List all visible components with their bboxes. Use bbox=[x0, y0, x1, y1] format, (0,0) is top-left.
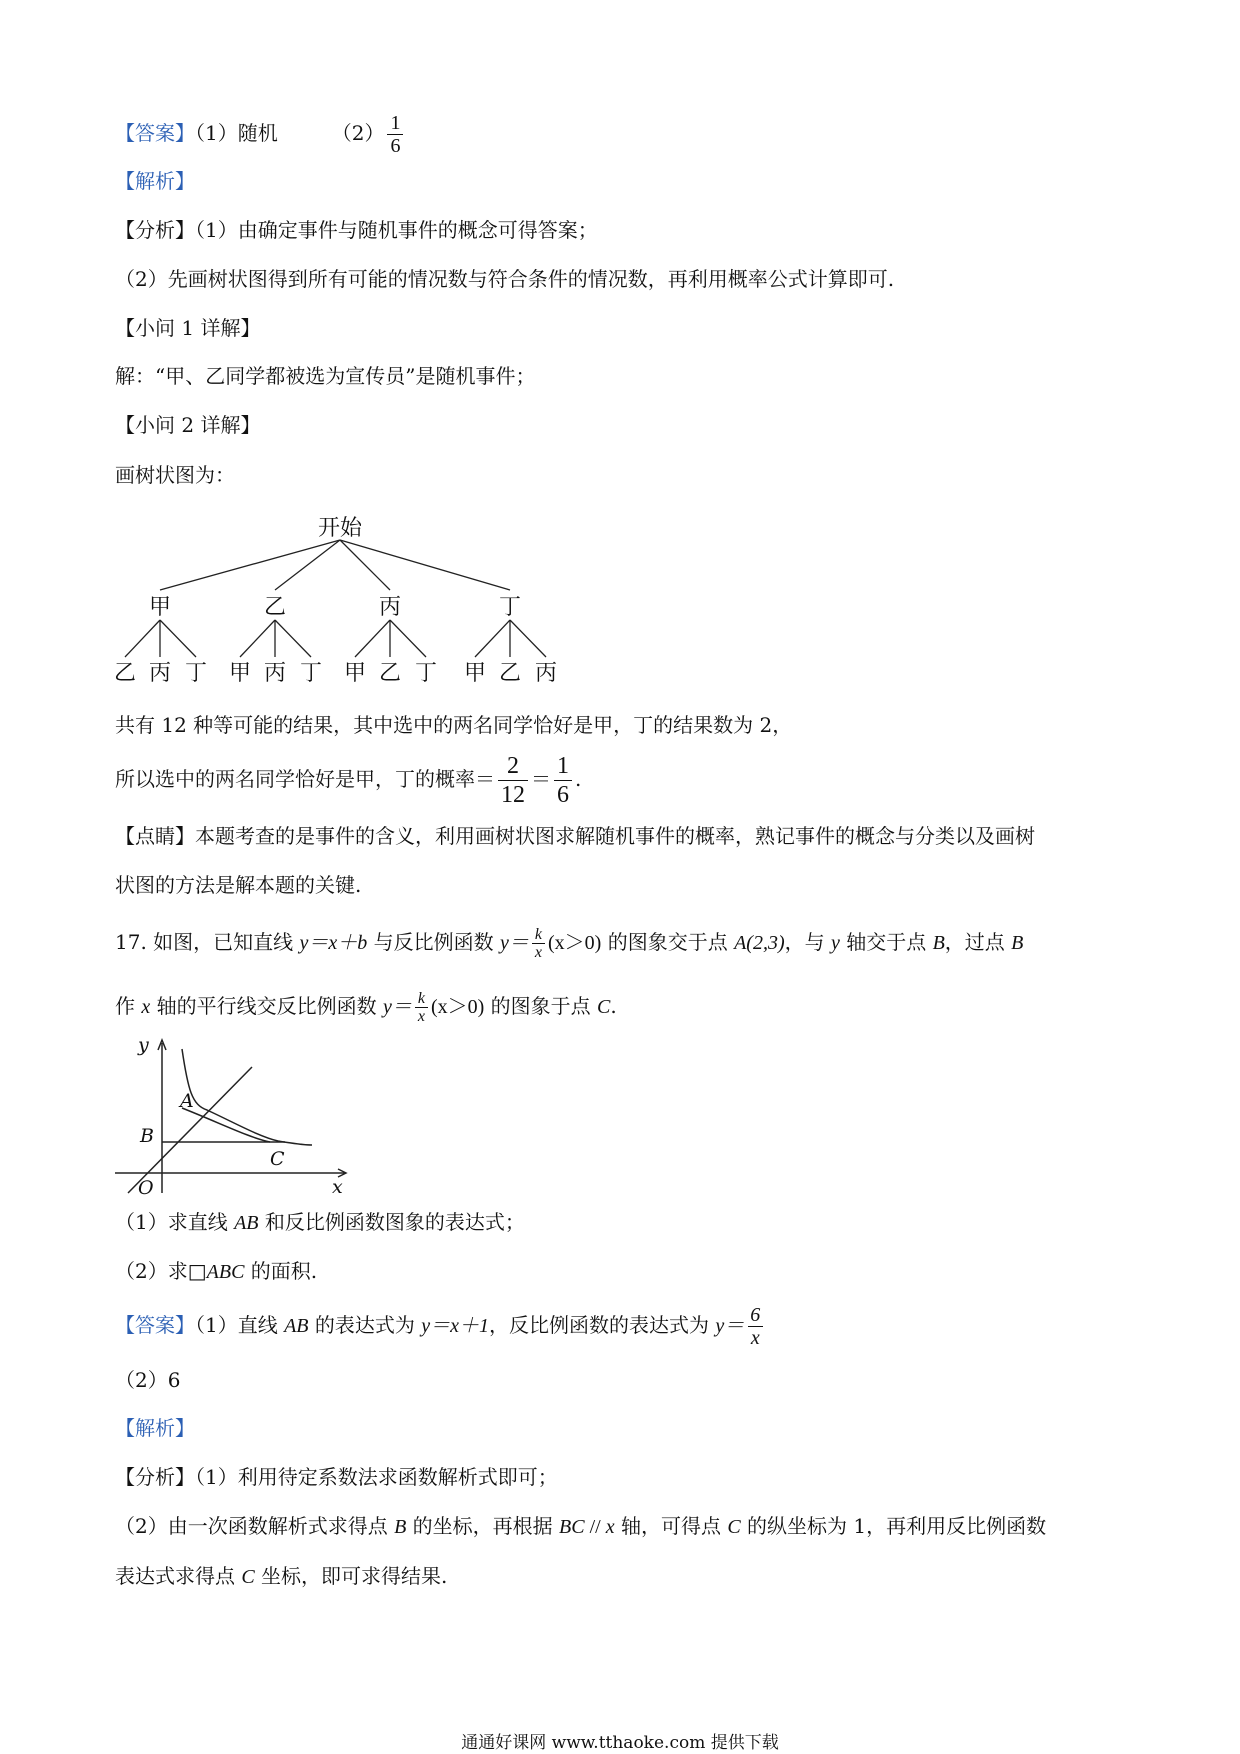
q17-fenxi-line3: 表达式求得点 C 坐标，即可求得结果. bbox=[115, 1564, 448, 1588]
fenxi-line2: （2）先画树状图得到所有可能的情况数与符合条件的情况数，再利用概率公式计算即可. bbox=[115, 267, 895, 291]
dianjing-line2: 状图的方法是解本题的关键. bbox=[115, 873, 362, 897]
page-footer: 通通好课网 www.tthaoke.com 提供下载 bbox=[461, 1733, 779, 1753]
q17-graph-figure bbox=[110, 1035, 360, 1195]
tree-leaf: 丁 bbox=[184, 661, 208, 686]
result-line1: 共有 12 种等可能的结果，其中选中的两名同学恰好是甲，丁的结果数为 2， bbox=[115, 713, 793, 737]
tree-root: 开始 bbox=[317, 516, 363, 541]
q17-answer-line1: 【答案】（1）直线 AB 的表达式为 y＝x＋1，反比例函数的表达式为 y＝ $\frac{6}{x}$ bbox=[115, 1304, 766, 1349]
tree-leaf: 乙 bbox=[113, 661, 137, 686]
hyperbola-curve bbox=[182, 1049, 312, 1145]
fenxi-line1: 【分析】（1）由确定事件与随机事件的概念可得答案； bbox=[115, 218, 598, 242]
answer-fraction-6-x: $\frac{6}{x}$ bbox=[747, 1304, 763, 1349]
tree-edge bbox=[160, 540, 340, 590]
q17-analysis-tag: 【解析】 bbox=[115, 1416, 195, 1440]
fraction-1-6: $\frac{1}{6}$ bbox=[554, 752, 572, 809]
result-line2: 所以选中的两名同学恰好是甲，丁的概率＝ $\frac{2}{12}$ ＝ $\frac{1}{6}$ . bbox=[115, 753, 582, 808]
answer-fraction: $\frac{1}{6}$ bbox=[387, 112, 403, 157]
q17-fenxi-line1: 【分析】（1）利用待定系数法求函数解析式即可； bbox=[115, 1465, 558, 1489]
figure-x-label: x bbox=[332, 1176, 343, 1195]
q17-stem-line2: 作 x 轴的平行线交反比例函数 y＝ $\frac{k}{x}$ (x＞0) 的图象于点 C. bbox=[115, 990, 617, 1025]
tree-diagram bbox=[100, 505, 580, 690]
tree-leaf: 丙 bbox=[263, 661, 287, 686]
tree-leaf: 乙 bbox=[498, 661, 522, 686]
q17-task1: （1）求直线 AB 和反比例函数图象的表达式； bbox=[115, 1210, 525, 1234]
sub1-title: 【小问 1 详解】 bbox=[115, 316, 261, 340]
q17-answer-line2: （2）6 bbox=[115, 1368, 181, 1392]
answer-part2-label: （2） bbox=[331, 121, 385, 145]
tree-leaf: 丙 bbox=[148, 661, 172, 686]
tree-node: 乙 bbox=[263, 595, 287, 620]
q17-fenxi-line2: （2）由一次函数解析式求得点 B 的坐标，再根据 BC // x 轴，可得点 C 的纵坐标为 1，再利用反比例函数 bbox=[115, 1514, 1047, 1538]
sub1-text: 解：“甲、乙同学都被选为宣传员”是随机事件； bbox=[115, 364, 536, 388]
q16-answer-line bbox=[115, 112, 406, 157]
q17-stem-line1: 17. 如图，已知直线 y＝x＋b 与反比例函数 y＝ $\frac{k}{x}$ (x＞0) 的图象交于点 A(2,3)，与 y 轴交于点 B，过点 B bbox=[115, 926, 1024, 961]
figure-y-label: y bbox=[138, 1035, 149, 1056]
tree-node: 甲 bbox=[148, 595, 172, 620]
fraction-2-12: $\frac{2}{12}$ bbox=[498, 752, 528, 809]
figure-origin-label: O bbox=[138, 1177, 154, 1195]
tree-leaf: 丁 bbox=[414, 661, 438, 686]
q17-task2: （2）求□ABC 的面积. bbox=[115, 1259, 318, 1283]
tree-leaf: 甲 bbox=[463, 661, 487, 686]
figure-point-a: A bbox=[180, 1090, 194, 1112]
tree-leaf: 甲 bbox=[343, 661, 367, 686]
sub2-title: 【小问 2 详解】 bbox=[115, 413, 261, 437]
figure-point-c: C bbox=[270, 1148, 285, 1170]
tree-edge bbox=[275, 540, 340, 590]
tree-leaf: 丁 bbox=[299, 661, 323, 686]
tree-leaf: 甲 bbox=[228, 661, 252, 686]
tree-node: 丙 bbox=[378, 595, 402, 620]
dianjing-line1: 【点睛】本题考查的是事件的含义，利用画树状图求解随机事件的概率，熟记事件的概念与分类以及画树 bbox=[115, 824, 1035, 848]
figure-point-b: B bbox=[140, 1125, 154, 1147]
tree-leaf: 乙 bbox=[378, 661, 402, 686]
answer-part1: （1）随机 bbox=[195, 121, 278, 145]
tree-leaf: 丙 bbox=[534, 661, 558, 686]
answer-tag: 【答案】 bbox=[115, 121, 195, 145]
tree-node: 丁 bbox=[498, 595, 522, 620]
sub2-intro: 画树状图为： bbox=[115, 463, 235, 487]
analysis-tag: 【解析】 bbox=[115, 169, 195, 193]
